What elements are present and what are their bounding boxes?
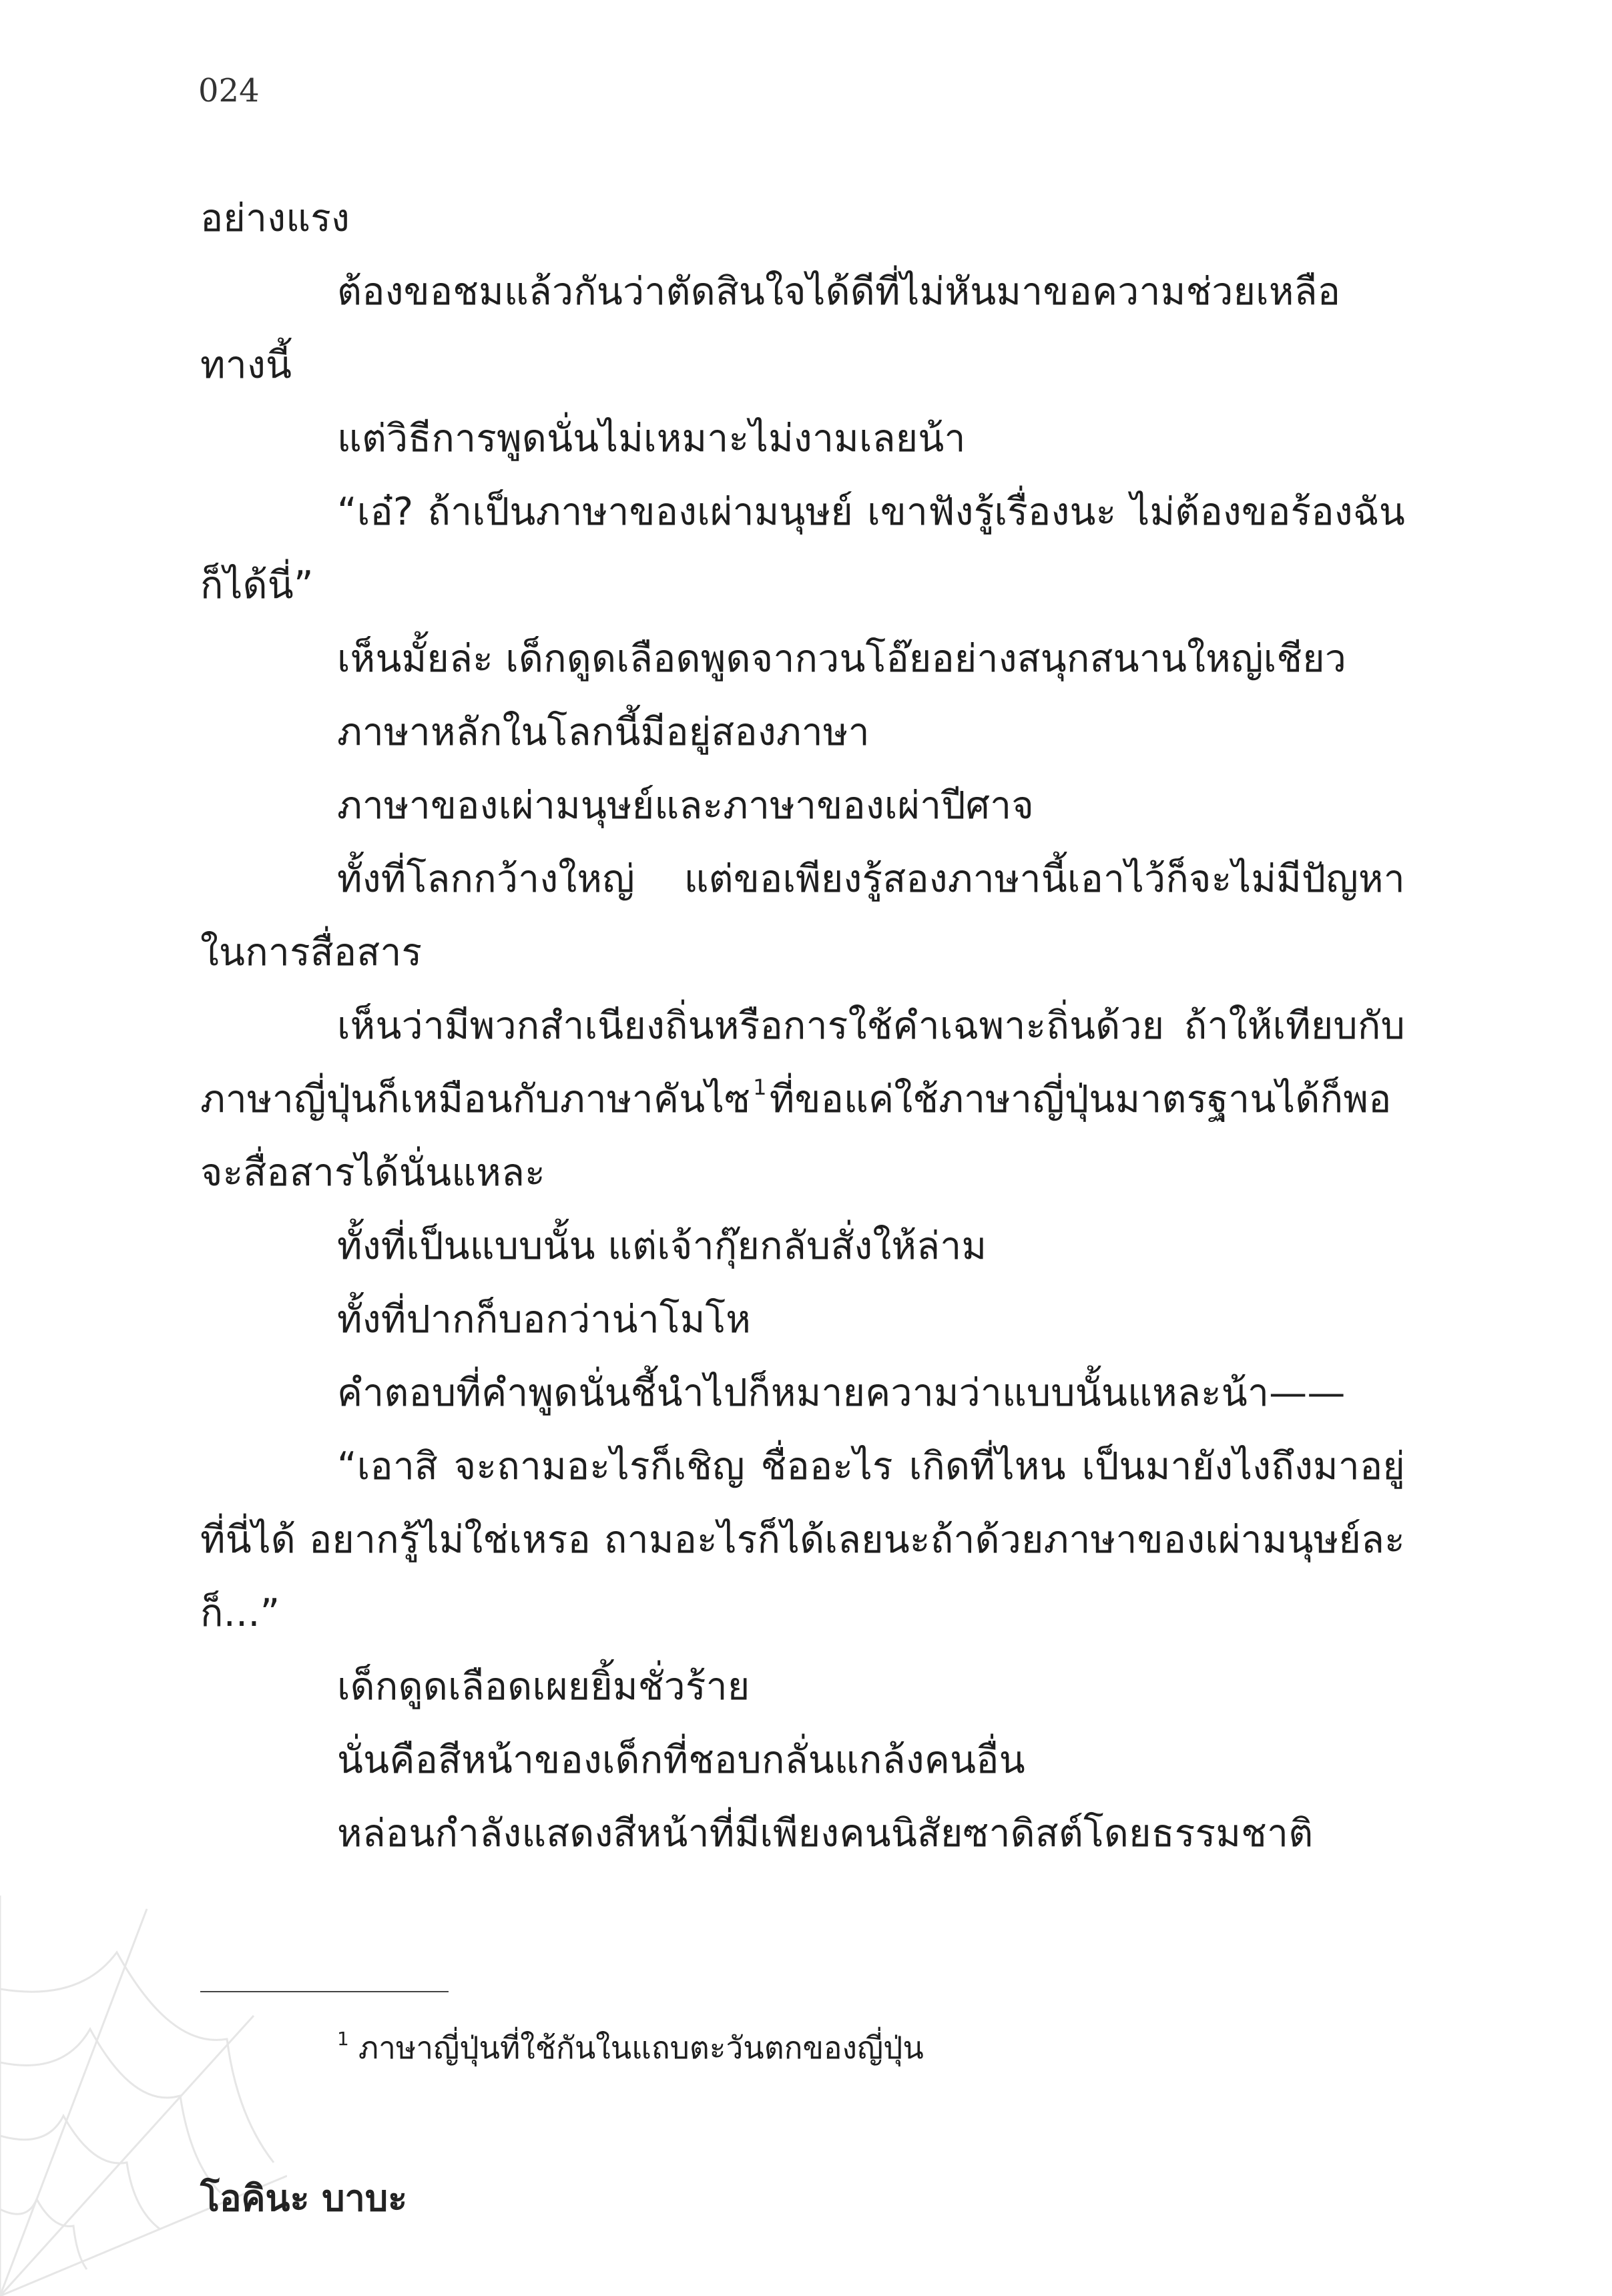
paragraph-with-footnote [200,989,1405,1209]
footnote-number: 1 [337,2028,349,2050]
footnote-reference[interactable]: 1 [753,1075,767,1100]
spider-web-icon [0,1896,287,2296]
paragraph: อย่างแรง [200,196,350,240]
paragraph: เห็นมั้ยล่ะ เด็กดูดเลือดพูดจากวนโอ๊ยอย่างสนุกสนานใหญ่เชียว [337,637,1347,681]
footnote-text: ภาษาญี่ปุ่นที่ใช้กันในแถบตะวันตกของญี่ปุ่น [358,2030,924,2066]
paragraph: เด็กดูดเลือดเผยยิ้มชั่วร้าย [337,1665,750,1709]
paragraph: หล่อนกำลังแสดงสีหน้าที่มีเพียงคนนิสัยซาดิสต์โดยธรรมชาติ [337,1811,1314,1855]
paragraph-text-before: เห็นว่ามีพวกสำเนียงถิ่นหรือการใช้คำเฉพาะถิ่นด้วย ถ้าให้เทียบกับภาษาญี่ปุ่นก็เหมือนกับภาษาคันไซ [200,1004,1405,1121]
paragraph: ทั้งที่เป็นแบบนั้น แต่เจ้ากุ๊ยกลับสั่งให้ล่าม [337,1224,987,1268]
paragraph-text-after: ที่ขอแค่ใช้ภาษาญี่ปุ่นมาตรฐานได้ก็พอจะสื่อสารได้นั่นแหละ [200,1077,1392,1195]
author-name: โอคินะ บาบะ [200,2177,408,2219]
paragraph: คำตอบที่คำพูดนั่นชี้นำไปก็หมายความว่าแบบนั้นแหละน้า—— [337,1371,1346,1415]
paragraph: ภาษาหลักในโลกนี้มีอยู่สองภาษา [337,710,870,754]
paragraph: นั่นคือสีหน้าของเด็กที่ชอบกลั่นแกล้งคนอื่น [337,1738,1025,1782]
paragraph: ภาษาของเผ่ามนุษย์และภาษาของเผ่าปีศาจ [337,784,1034,828]
paragraph: ทั้งที่โลกกว้างใหญ่ แต่ขอเพียงรู้สองภาษานี้เอาไว้ก็จะไม่มีปัญหาในการสื่อสาร [200,857,1405,974]
paragraph: “เอาสิ จะถามอะไรก็เชิญ ชื่ออะไร เกิดที่ไหน เป็นมายังไงถึงมาอยู่ที่นี่ได้ อยากรู้ไม่ใช่เหรอ ถามอะไรก็ได้เลยนะถ้าด้วยภาษาของเผ่ามนุษย์ละก็...” [200,1444,1405,1635]
paragraph: ต้องขอชมแล้วกันว่าตัดสินใจได้ดีที่ไม่หันมาขอความช่วยเหลือทางนี้ [200,270,1341,387]
footnote [337,2021,924,2074]
body-text [200,182,1405,1870]
paragraph: แต่วิธีการพูดนั่นไม่เหมาะไม่งามเลยน้า [337,416,966,461]
paragraph: “เอ๋? ถ้าเป็นภาษาของเผ่ามนุษย์ เขาฟังรู้เรื่องนะ ไม่ต้องขอร้องฉันก็ได้นี่” [200,490,1405,607]
paragraph: ทั้งที่ปากก็บอกว่าน่าโมโห [337,1298,752,1342]
page-number: 024 [198,72,260,109]
